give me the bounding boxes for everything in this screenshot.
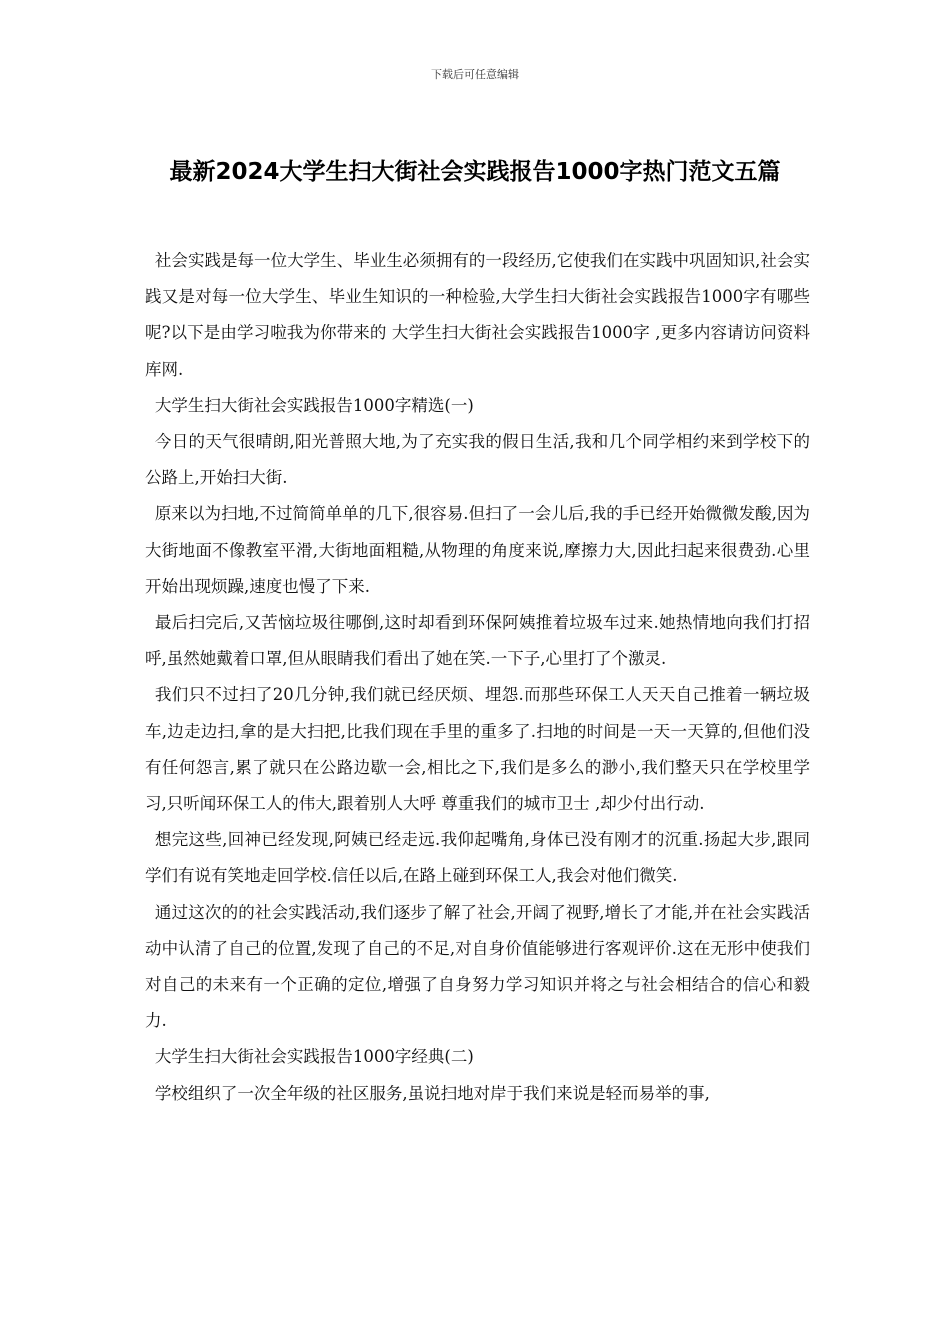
- body-paragraph: 我们只不过扫了20几分钟,我们就已经厌烦、埋怨.而那些环保工人天天自己推着一辆垃圾车,边走边扫,拿的是大扫把,比我们现在手里的重多了.扫地的时间是一天一天算的,但他们没有任何怨言,累了就只在公路边歇一会,相比之下,我们是多么的渺小,我们整天只在学校里学习,只听闻环保工人的伟大,跟着别人大呼 尊重我们的城市卫士 ,却少付出行动.: [145, 685, 810, 814]
- document-body: [145, 243, 810, 1112]
- body-paragraph: 通过这次的的社会实践活动,我们逐步了解了社会,开阔了视野,增长了才能,并在社会实践活动中认清了自己的位置,发现了自己的不足,对自身价值能够进行客观评价.这在无形中使我们对自己的未来有一个正确的定位,增强了自身努力学习知识并将之与社会相结合的信心和毅力.: [145, 902, 810, 1031]
- intro-paragraph: 社会实践是每一位大学生、毕业生必须拥有的一段经历,它使我们在实践中巩固知识,社会实践又是对每一位大学生、毕业生知识的一种检验,大学生扫大街社会实践报告1000字有哪些呢?以下是由学习啦我为你带来的 大学生扫大街社会实践报告1000字 ,更多内容请访问资料库网.: [145, 251, 810, 379]
- section-heading: 大学生扫大街社会实践报告1000字精选(一): [154, 395, 474, 415]
- body-paragraph: 学校组织了一次全年级的社区服务,虽说扫地对岸于我们来说是轻而易举的事,: [154, 1083, 710, 1103]
- header-note: 下载后可任意编辑: [431, 68, 519, 81]
- body-paragraph: 最后扫完后,又苦恼垃圾往哪倒,这时却看到环保阿姨推着垃圾车过来.她热情地向我们打招呼,虽然她戴着口罩,但从眼睛我们看出了她在笑.一下子,心里打了个激灵.: [145, 613, 810, 669]
- section-heading: 大学生扫大街社会实践报告1000字经典(二): [154, 1047, 474, 1067]
- body-paragraph: 原来以为扫地,不过简简单单的几下,很容易.但扫了一会儿后,我的手已经开始微微发酸,因为大街地面不像教室平滑,大街地面粗糙,从物理的角度来说,摩擦力大,因此扫起来很费劲.心里开始出现烦躁,速度也慢了下来.: [145, 504, 810, 596]
- document-title: 最新2024大学生扫大街社会实践报告1000字热门范文五篇: [169, 159, 781, 185]
- body-paragraph: 想完这些,回神已经发现,阿姨已经走远.我仰起嘴角,身体已没有刚才的沉重.扬起大步,跟同学们有说有笑地走回学校.信任以后,在路上碰到环保工人,我会对他们微笑.: [145, 830, 810, 886]
- body-paragraph: 今日的天气很晴朗,阳光普照大地,为了充实我的假日生活,我和几个同学相约来到学校下的公路上,开始扫大街.: [145, 432, 810, 488]
